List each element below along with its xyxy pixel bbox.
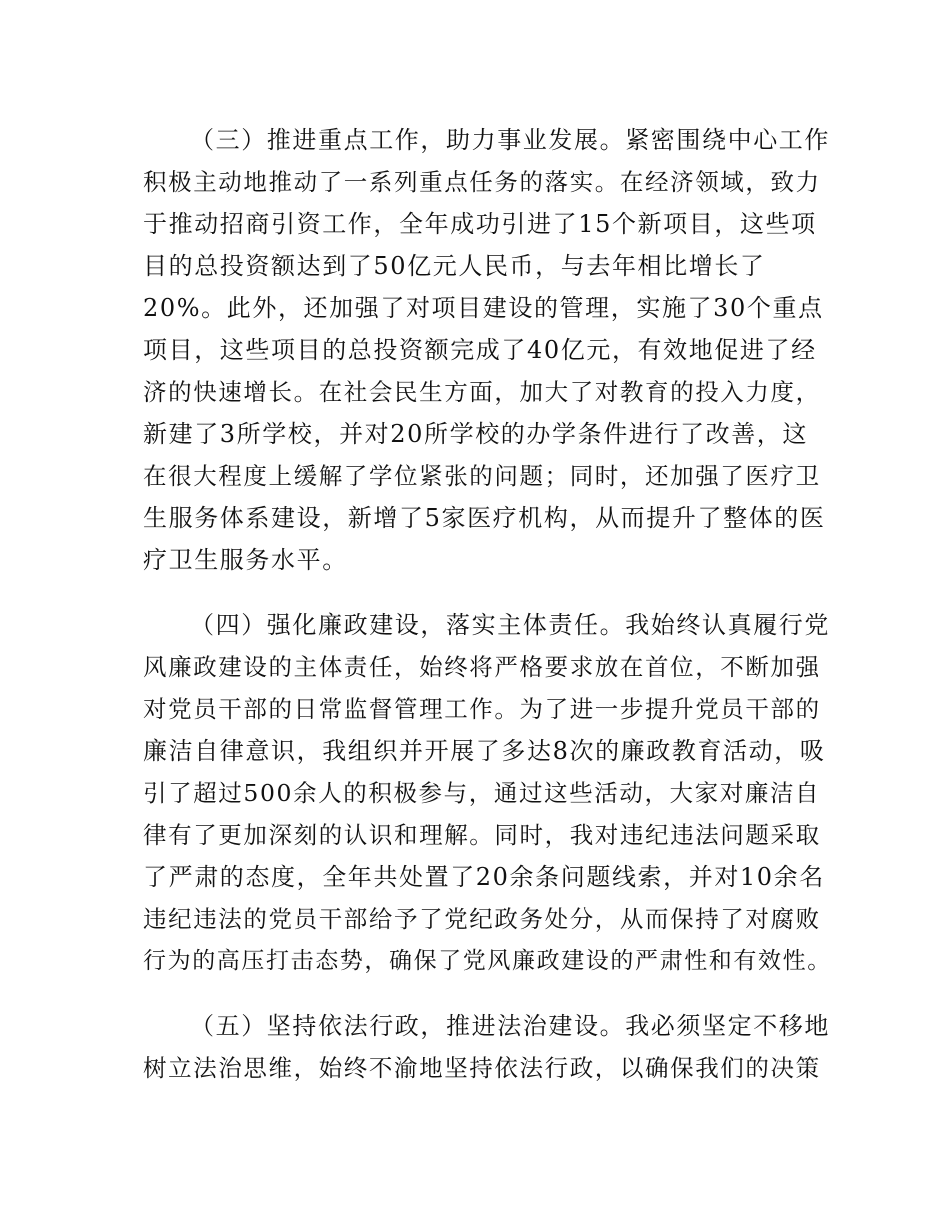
text-line: 行为的高压打击态势，确保了党风廉政建设的严肃性和有效性。 bbox=[143, 948, 832, 974]
text-line: 对党员干部的日常监督管理工作。为了进一步提升党员干部的 bbox=[143, 695, 821, 723]
text-line: 济的快速增长。在社会民生方面，加大了对教育的投入力度， bbox=[143, 378, 821, 406]
text-line: 廉洁自律意识，我组织并开展了多达8次的廉政教育活动，吸 bbox=[143, 737, 826, 765]
text-line: 积极主动地推动了一系列重点任务的落实。在经济领域，致力 bbox=[143, 168, 821, 196]
text-line: 风廉政建设的主体责任，始终将严格要求放在首位，不断加强 bbox=[143, 653, 821, 681]
text-line: 20%。此外，还加强了对项目建设的管理，实施了30个重点 bbox=[143, 294, 824, 322]
text-line: 新建了3所学校，并对20所学校的办学条件进行了改善，这 bbox=[143, 420, 809, 448]
text-line: 在很大程度上缓解了学位紧张的问题；同时，还加强了医疗卫 bbox=[143, 462, 821, 490]
text-line: 于推动招商引资工作，全年成功引进了15个新项目，这些项 bbox=[143, 210, 817, 238]
text-line: （五）坚持依法行政，推进法治建设。我必须坚定不移地 bbox=[190, 1012, 830, 1040]
text-line: （四）强化廉政建设，落实主体责任。我始终认真履行党 bbox=[190, 611, 830, 639]
text-line: 项目，这些项目的总投资额完成了40亿元，有效地促进了经 bbox=[143, 336, 817, 364]
text-line: 疗卫生服务水平。 bbox=[143, 546, 348, 574]
text-line: 律有了更加深刻的认识和理解。同时，我对违纪违法问题采取 bbox=[143, 821, 821, 849]
text-line: 生服务体系建设，新增了5家医疗机构，从而提升了整体的医 bbox=[143, 504, 826, 532]
text-line: 树立法治思维，始终不渝地坚持依法行政，以确保我们的决策 bbox=[143, 1054, 821, 1082]
text-line: 引了超过500余人的积极参与，通过这些活动，大家对廉洁自 bbox=[143, 779, 821, 807]
text-line: 了严肃的态度，全年共处置了20余条问题线索，并对10余名 bbox=[143, 863, 825, 891]
text-line: 目的总投资额达到了50亿元人民币，与去年相比增长了 bbox=[143, 252, 766, 280]
text-line: （三）推进重点工作，助力事业发展。紧密围绕中心工作 bbox=[190, 126, 830, 154]
text-line: 违纪违法的党员干部给予了党纪政务处分，从而保持了对腐败 bbox=[143, 905, 821, 933]
